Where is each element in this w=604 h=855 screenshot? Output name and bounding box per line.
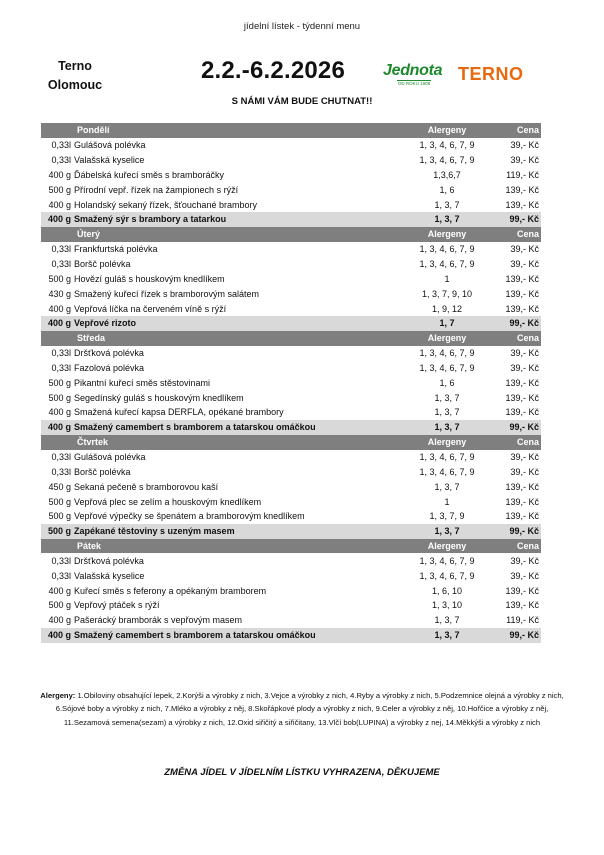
item-quantity: 0,33l xyxy=(51,244,71,255)
item-price: 139,- Kč xyxy=(505,511,539,522)
day-header-blank xyxy=(41,435,74,450)
item-name: Gulášová polévka xyxy=(74,140,146,151)
store-name: Terno xyxy=(58,59,92,73)
item-allergens: 1, 3, 7, 9 xyxy=(429,511,465,522)
special-price: 99,- Kč xyxy=(497,420,541,435)
item-price: 139,- Kč xyxy=(505,273,539,284)
slogan: S NÁMI VÁM BUDE CHUTNAT!! xyxy=(231,96,373,107)
item-quantity: 500 g xyxy=(48,392,71,403)
item-name: Kuřecí směs s feferony a opékaným bramborem xyxy=(74,585,267,596)
item-quantity: 450 g xyxy=(48,481,71,492)
special-allergens: 1, 3, 7 xyxy=(397,524,497,539)
item-allergens: 1,3,6,7 xyxy=(433,169,461,180)
special-quantity: 400 g xyxy=(41,212,74,227)
day-name: Pátek xyxy=(74,539,397,554)
menu-item-row xyxy=(41,242,541,257)
item-quantity: 400 g xyxy=(48,303,71,314)
menu-item-row xyxy=(41,182,541,197)
item-price: 39,- Kč xyxy=(510,466,539,477)
special-quantity: 400 g xyxy=(41,628,74,643)
item-allergens: 1, 6 xyxy=(439,184,455,195)
special-offer-row xyxy=(41,628,541,643)
item-quantity: 0,33l xyxy=(51,451,71,462)
special-allergens: 1, 3, 7 xyxy=(397,212,497,227)
menu-item-row xyxy=(41,553,541,568)
item-allergens: 1, 3, 4, 6, 7, 9 xyxy=(419,570,475,581)
special-quantity: 400 g xyxy=(41,420,74,435)
item-quantity: 400 g xyxy=(48,199,71,210)
item-price: 39,- Kč xyxy=(510,348,539,359)
special-price: 99,- Kč xyxy=(497,316,541,331)
item-quantity: 400 g xyxy=(48,169,71,180)
special-quantity: 400 g xyxy=(41,316,74,331)
item-name: Boršč polévka xyxy=(74,259,131,270)
item-allergens: 1, 3, 4, 6, 7, 9 xyxy=(419,155,475,166)
menu-item-row xyxy=(41,346,541,361)
footer-notice: ZMĚNA JÍDEL V JÍDELNÍM LÍSTKU VYHRAZENA, DĚKUJEME xyxy=(164,767,440,778)
item-name: Vepřová plec se zelím a houskovým knedlíkem xyxy=(74,496,262,507)
item-price: 139,- Kč xyxy=(505,303,539,314)
special-price: 99,- Kč xyxy=(497,212,541,227)
item-name: Pikantní kuřecí směs stěstovinami xyxy=(74,377,211,388)
item-price: 139,- Kč xyxy=(505,600,539,611)
menu-item-row xyxy=(41,153,541,168)
allergens-legend-text: 1.Obiloviny obsahující lepek, 2.Korýši a výrobky z nich, 3.Vejce a výrobky z nich, 4.Ryby a výrobky z nich, 5.Podzemnice olejná a výrobky z nich, 6.Sójové boby a výrobky z nich, 7.Mléko a výrobky z něj, 8.Skořápkové plody a výrobky z nich, 9.Celer a výrobky z něj, 10.Hořčice a výrobky z něj, 11.Sezamová semena(sezam) a výrobky z nich, 12.Oxid siřičitý a siřičitany, 13.Vlčí bob(LUPINA) a výrobky z nej, 14.Měkkýši a výrobky z nich xyxy=(55,691,564,727)
item-price: 139,- Kč xyxy=(505,392,539,403)
item-quantity: 500 g xyxy=(48,184,71,195)
date-range: 2.2.-6.2.2026 xyxy=(200,57,346,84)
item-name: Dršťková polévka xyxy=(74,555,144,566)
allergens-legend xyxy=(40,689,564,729)
item-price: 139,- Kč xyxy=(505,481,539,492)
item-price: 39,- Kč xyxy=(510,555,539,566)
item-allergens: 1, 3, 4, 6, 7, 9 xyxy=(419,451,475,462)
allergens-column-header: Alergeny xyxy=(397,331,497,346)
item-name: Vepřová líčka na červeném víně s rýží xyxy=(74,303,227,314)
item-price: 39,- Kč xyxy=(510,362,539,373)
menu-item-row xyxy=(41,509,541,524)
item-name: Valašská kyselice xyxy=(74,155,145,166)
day-header-row xyxy=(41,435,541,450)
item-allergens: 1, 3, 7, 9, 10 xyxy=(421,288,473,299)
item-name: Frankfurtská polévka xyxy=(74,244,158,255)
item-allergens: 1, 6, 10 xyxy=(431,585,463,596)
item-quantity: 0,33l xyxy=(51,362,71,373)
menu-item-row xyxy=(41,257,541,272)
menu-item-row xyxy=(41,197,541,212)
item-quantity: 500 g xyxy=(48,273,71,284)
menu-item-row xyxy=(41,361,541,376)
day-header-blank xyxy=(41,123,74,138)
item-name: Holandský sekaný řízek, šťouchané brambory xyxy=(74,199,257,210)
item-name: Pašerácký bramborák s vepřovým masem xyxy=(74,615,243,626)
item-quantity: 0,33l xyxy=(51,155,71,166)
price-column-header: Cena xyxy=(497,123,541,138)
item-quantity: 400 g xyxy=(48,615,71,626)
item-price: 139,- Kč xyxy=(505,585,539,596)
item-name: Smažená kuřecí kapsa DERFLA, opékané brambory xyxy=(74,407,284,418)
item-name: Hovězí guláš s houskovým knedlíkem xyxy=(74,273,225,284)
special-offer-row xyxy=(41,316,541,331)
item-price: 39,- Kč xyxy=(510,244,539,255)
item-quantity: 500 g xyxy=(48,600,71,611)
item-quantity: 0,33l xyxy=(51,140,71,151)
allergens-column-header: Alergeny xyxy=(397,227,497,242)
special-price: 99,- Kč xyxy=(497,628,541,643)
special-price: 99,- Kč xyxy=(497,524,541,539)
special-name: Smažený camembert s bramborem a tatarskou omáčkou xyxy=(74,420,397,435)
item-allergens: 1 xyxy=(444,496,450,507)
item-allergens: 1, 9, 12 xyxy=(431,303,463,314)
price-column-header: Cena xyxy=(497,539,541,554)
menu-item-row xyxy=(41,583,541,598)
item-quantity: 500 g xyxy=(48,377,71,388)
item-name: Vepřový ptáček s rýží xyxy=(74,600,160,611)
day-header-row xyxy=(41,331,541,346)
item-quantity: 400 g xyxy=(48,407,71,418)
special-allergens: 1, 3, 7 xyxy=(397,628,497,643)
item-name: Fazolová polévka xyxy=(74,362,145,373)
special-allergens: 1, 7 xyxy=(397,316,497,331)
weekly-menu-table xyxy=(41,123,541,643)
allergens-column-header: Alergeny xyxy=(397,123,497,138)
menu-item-row xyxy=(41,405,541,420)
item-price: 119,- Kč xyxy=(506,615,539,626)
item-allergens: 1, 3, 7 xyxy=(434,615,460,626)
item-quantity: 0,33l xyxy=(51,570,71,581)
item-name: Sekaná pečeně s bramborovou kaší xyxy=(74,481,219,492)
item-allergens: 1, 3, 4, 6, 7, 9 xyxy=(419,555,475,566)
item-name: Valašská kyselice xyxy=(74,570,145,581)
item-price: 39,- Kč xyxy=(510,570,539,581)
item-quantity: 0,33l xyxy=(51,466,71,477)
special-allergens: 1, 3, 7 xyxy=(397,420,497,435)
day-header-blank xyxy=(41,331,74,346)
item-price: 139,- Kč xyxy=(505,496,539,507)
item-price: 139,- Kč xyxy=(505,288,539,299)
item-name: Segedínský guláš s houskovým knedlíkem xyxy=(74,392,244,403)
menu-subtitle: jídelní lístek - týdenní menu xyxy=(243,21,361,32)
item-allergens: 1, 3, 7 xyxy=(434,199,460,210)
day-name: Středa xyxy=(74,331,397,346)
special-name: Smažený sýr s brambory a tatarkou xyxy=(74,212,397,227)
price-column-header: Cena xyxy=(497,435,541,450)
weekly-menu-body xyxy=(41,123,541,643)
item-allergens: 1, 3, 4, 6, 7, 9 xyxy=(419,362,475,373)
item-price: 119,- Kč xyxy=(506,169,539,180)
menu-item-row xyxy=(41,568,541,583)
day-name: Pondělí xyxy=(74,123,397,138)
item-allergens: 1, 3, 7 xyxy=(434,481,460,492)
item-name: Smažený kuřecí řízek s bramborovým salátem xyxy=(74,288,260,299)
item-price: 139,- Kč xyxy=(505,184,539,195)
item-allergens: 1, 6 xyxy=(439,377,455,388)
day-name: Čtvrtek xyxy=(74,435,397,450)
menu-item-row xyxy=(41,138,541,153)
item-quantity: 430 g xyxy=(48,288,71,299)
item-allergens: 1, 3, 4, 6, 7, 9 xyxy=(419,466,475,477)
item-allergens: 1, 3, 4, 6, 7, 9 xyxy=(419,259,475,270)
day-name: Úterý xyxy=(74,227,397,242)
item-allergens: 1 xyxy=(444,273,450,284)
item-price: 39,- Kč xyxy=(510,155,539,166)
terno-logo: TERNO xyxy=(458,64,524,84)
allergens-column-header: Alergeny xyxy=(397,539,497,554)
menu-item-row xyxy=(41,450,541,465)
day-header-blank xyxy=(41,227,74,242)
special-name: Zapékané těstoviny s uzeným masem xyxy=(74,524,397,539)
special-offer-row xyxy=(41,212,541,227)
item-name: Přírodní vepř. řízek na žampionech s rýží xyxy=(74,184,239,195)
jednota-logo-tagline: OD ROKU 1908 xyxy=(397,81,431,86)
item-allergens: 1, 3, 7 xyxy=(434,392,460,403)
price-column-header: Cena xyxy=(497,227,541,242)
menu-item-row xyxy=(41,479,541,494)
item-name: Dršťková polévka xyxy=(74,348,144,359)
menu-item-row xyxy=(41,375,541,390)
day-header-row xyxy=(41,227,541,242)
menu-item-row xyxy=(41,168,541,183)
item-quantity: 0,33l xyxy=(51,555,71,566)
item-name: Boršč polévka xyxy=(74,466,131,477)
allergens-legend-label: Alergeny: xyxy=(40,691,76,700)
item-name: Vepřové výpečky se špenátem a bramborovým knedlíkem xyxy=(74,511,305,522)
allergens-column-header: Alergeny xyxy=(397,435,497,450)
item-name: Gulášová polévka xyxy=(74,451,146,462)
special-quantity: 500 g xyxy=(41,524,74,539)
item-quantity: 500 g xyxy=(48,511,71,522)
special-name: Smažený camembert s bramborem a tatarskou omáčkou xyxy=(74,628,397,643)
special-offer-row xyxy=(41,420,541,435)
menu-item-row xyxy=(41,598,541,613)
item-price: 39,- Kč xyxy=(510,451,539,462)
menu-item-row xyxy=(41,464,541,479)
item-price: 139,- Kč xyxy=(505,407,539,418)
item-price: 139,- Kč xyxy=(505,199,539,210)
menu-item-row xyxy=(41,286,541,301)
jednota-logo-word: Jednota xyxy=(383,62,443,79)
item-quantity: 500 g xyxy=(48,496,71,507)
item-allergens: 1, 3, 10 xyxy=(431,600,463,611)
menu-item-row xyxy=(41,271,541,286)
menu-item-row xyxy=(41,494,541,509)
price-column-header: Cena xyxy=(497,331,541,346)
item-quantity: 400 g xyxy=(48,585,71,596)
menu-item-row xyxy=(41,301,541,316)
item-allergens: 1, 3, 4, 6, 7, 9 xyxy=(419,140,475,151)
store-info xyxy=(40,57,110,95)
item-price: 139,- Kč xyxy=(505,377,539,388)
item-price: 39,- Kč xyxy=(510,140,539,151)
menu-item-row xyxy=(41,613,541,628)
item-allergens: 1, 3, 4, 6, 7, 9 xyxy=(419,244,475,255)
day-header-blank xyxy=(41,539,74,554)
item-quantity: 0,33l xyxy=(51,348,71,359)
item-quantity: 0,33l xyxy=(51,259,71,270)
item-price: 39,- Kč xyxy=(510,259,539,270)
day-header-row xyxy=(41,539,541,554)
item-allergens: 1, 3, 7 xyxy=(434,407,460,418)
special-name: Vepřové rizoto xyxy=(74,316,397,331)
day-header-row xyxy=(41,123,541,138)
menu-item-row xyxy=(41,390,541,405)
store-city: Olomouc xyxy=(47,78,103,92)
special-offer-row xyxy=(41,524,541,539)
item-allergens: 1, 3, 4, 6, 7, 9 xyxy=(419,348,475,359)
jednota-logo xyxy=(383,62,447,88)
item-name: Ďábelská kuřecí směs s bramboráčky xyxy=(74,169,225,180)
